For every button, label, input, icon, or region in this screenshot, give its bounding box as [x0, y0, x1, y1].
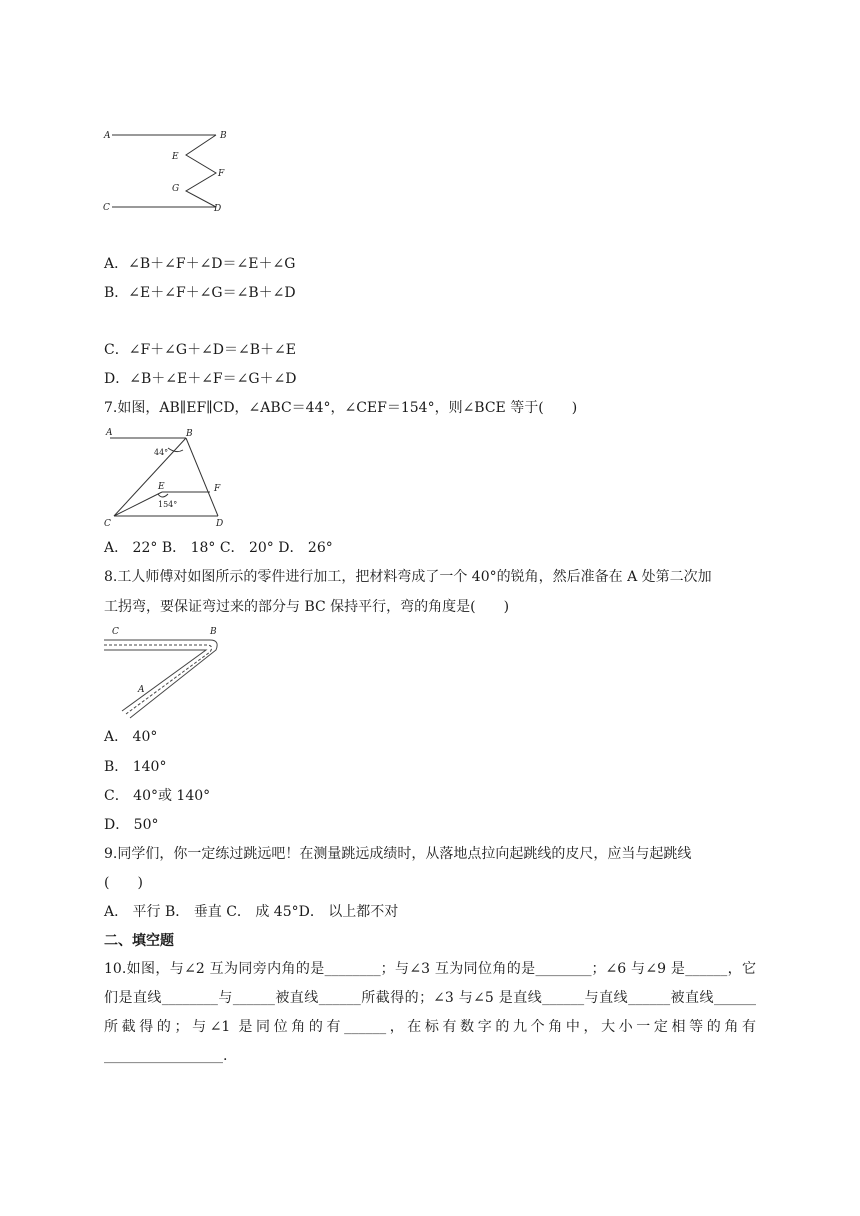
label-C: C [104, 519, 111, 529]
q9-stem-line2: ( ) [104, 875, 143, 891]
label-A: A [104, 131, 111, 141]
q6-option-c: C．∠F＋∠G＋∠D＝∠B＋∠E [104, 342, 296, 358]
label-E: E [172, 152, 179, 162]
label-E: E [158, 482, 165, 492]
q8-stem-line1: 8.工人师傅对如图所示的零件进行加工，把材料弯成了一个 40°的锐角，然后准备在 A 处第二次加 [104, 569, 712, 585]
figure-q8 [100, 622, 230, 722]
figure-q7 [100, 424, 240, 532]
label-D: D [214, 204, 222, 214]
q9-stem-line1: 9.同学们，你一定练过跳远吧！在测量跳远成绩时，从落地点拉向起跳线的皮尺，应当与起跳线 [104, 846, 692, 862]
q8-option-b: B． 140° [104, 759, 167, 775]
label-B: B [210, 627, 217, 637]
label-F: F [218, 169, 225, 179]
angle-44-label: 44° [154, 448, 169, 457]
q8-stem-line2: 工拐弯，要保证弯过来的部分与 BC 保持平行，弯的角度是( ) [104, 599, 510, 615]
q10-text: 10.如图，与∠2 互为同旁内角的是________；与∠3 互为同位角的是________；∠6 与∠9 是______，它们是直线________与______被直线______所截得的；∠3 与∠5 是直线______与直线______被直线______所截得的；与∠1 是同位角的有______，在标有数字的九个角中，大小一定相等的角有_________________. [104, 961, 756, 1064]
q8-option-c: C． 40°或 140° [104, 788, 211, 804]
q8-option-a: A． 40° [104, 729, 158, 745]
label-G: G [172, 184, 180, 194]
figure-zigzag [100, 125, 240, 220]
section-title-fill-in: 二、填空题 [104, 933, 174, 949]
q7-options: A． 22° B． 18° C． 20° D． 26° [104, 540, 333, 556]
label-C: C [112, 627, 119, 637]
q6-option-a: A．∠B＋∠F＋∠D＝∠E＋∠G [104, 256, 296, 272]
q8-option-d: D． 50° [104, 817, 159, 833]
label-A: A [138, 685, 145, 695]
q7-stem: 7.如图，AB∥EF∥CD，∠ABC＝44°，∠CEF＝154°，则∠BCE 等于( ) [104, 400, 578, 416]
label-D: D [216, 519, 224, 529]
label-A: A [106, 428, 113, 438]
angle-154-label: 154° [158, 500, 178, 509]
label-C: C [103, 203, 110, 213]
label-F: F [214, 484, 221, 494]
q6-option-b: B．∠E＋∠F＋∠G＝∠B＋∠D [104, 285, 296, 301]
label-B: B [186, 429, 193, 439]
q9-options: A． 平行 B． 垂直 C． 成 45°D． 以上都不对 [104, 904, 399, 920]
label-B: B [220, 131, 227, 141]
q6-option-d: D．∠B＋∠E＋∠F＝∠G＋∠D [104, 371, 297, 387]
